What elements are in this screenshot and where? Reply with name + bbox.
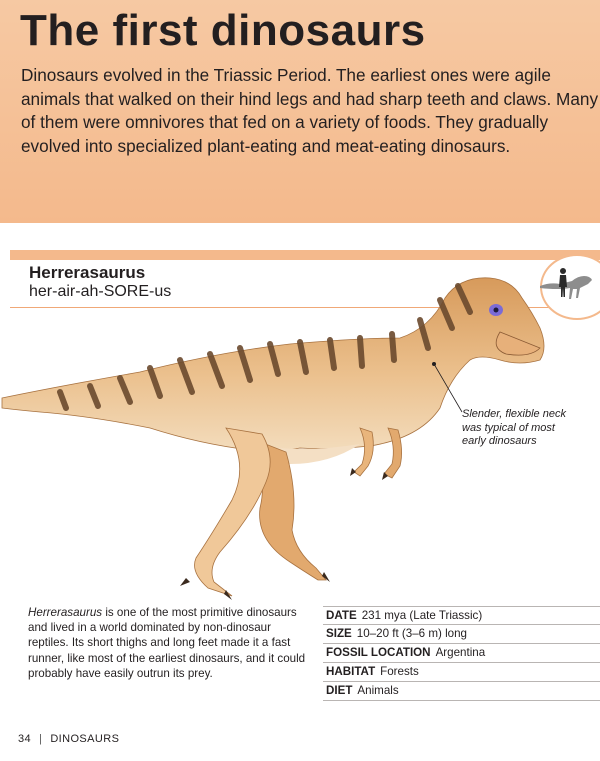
fact-row-habitat (323, 663, 600, 682)
fact-value: Forests (380, 665, 419, 678)
fact-label: HABITAT (326, 665, 376, 678)
neck-callout: Slender, flexible neck was typical of most early dinosaurs (462, 408, 566, 447)
section-name: DINOSAURS (50, 733, 120, 745)
fact-value: Argentina (435, 646, 486, 659)
species-name: Herrerasaurus (29, 263, 146, 282)
fact-value: 231 mya (Late Triassic) (361, 609, 483, 622)
fact-row-date (323, 606, 600, 625)
page-number: 34 (18, 733, 32, 745)
intro-paragraph: Dinosaurs evolved in the Triassic Period. The earliest ones were agile animals that walked on their hind legs and had sharp teeth and claws. Many of them were omnivores that fed on a variety of foods. They gradually evolved into specialized plant-eating and meat-eating dinosaurs. (21, 65, 599, 156)
fact-row-size (323, 625, 600, 644)
footer-separator: | (39, 733, 43, 745)
fact-label: DIET (326, 684, 353, 697)
description-species-name: Herrerasaurus (28, 606, 103, 619)
fact-label: DATE (326, 609, 357, 622)
fact-value: Animals (357, 684, 399, 697)
page-title: The first dinosaurs (20, 6, 426, 55)
species-description (28, 605, 313, 681)
description-text: is one of the most primitive dinosaurs and lived in a world dominated by non-dinosaur reptiles. Its short thighs and long feet made it a fast runner, like most of the earliest dinosaurs, and it could probably have easily outrun its prey. (28, 606, 306, 680)
fact-value: 10–20 ft (3–6 m) long (356, 627, 467, 640)
fact-label: FOSSIL LOCATION (326, 646, 431, 659)
fact-label: SIZE (326, 627, 352, 640)
species-pronunciation: her-air-ah-SORE-us (29, 283, 172, 300)
fact-row-diet (323, 682, 600, 701)
page-footer (18, 733, 119, 745)
fact-row-fossil-location (323, 644, 600, 663)
fact-table (323, 606, 600, 701)
